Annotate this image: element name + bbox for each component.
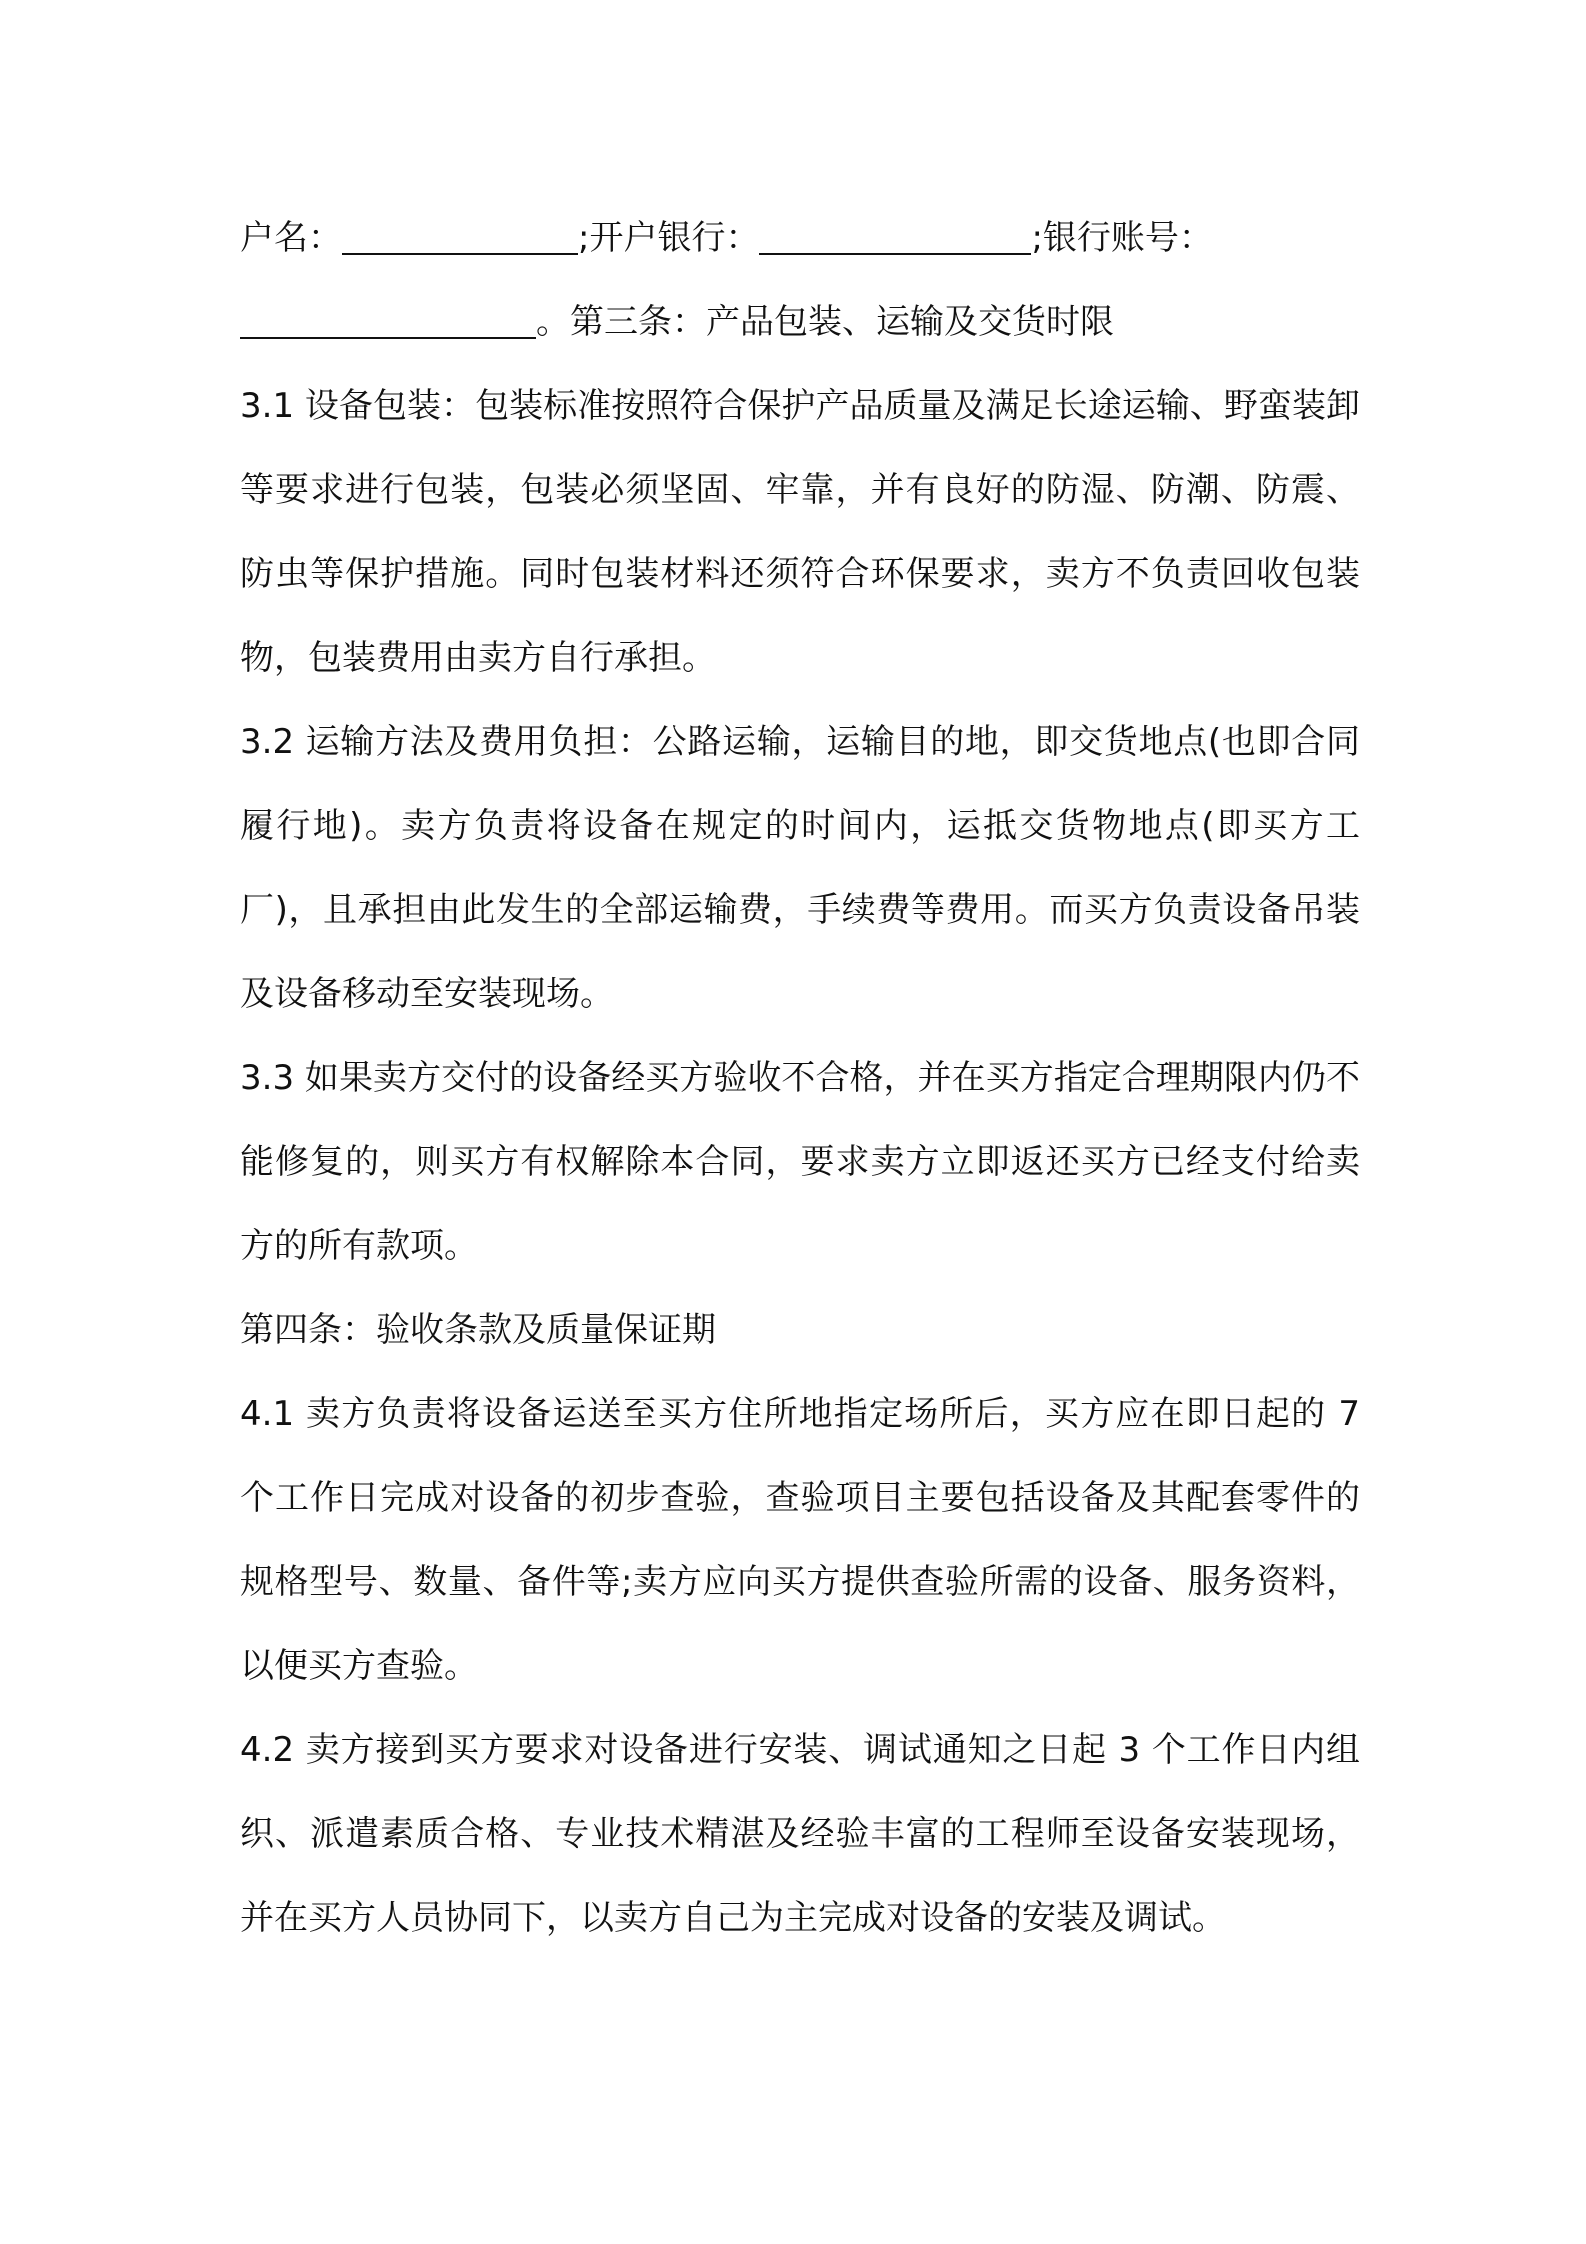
bank-label: ;开户银行： xyxy=(578,218,760,258)
account-number-label: ;银行账号： xyxy=(1031,218,1213,258)
account-name-label: 户名： xyxy=(240,218,342,258)
article-three-heading: 。第三条：产品包装、运输及交货时限 xyxy=(536,302,1114,342)
account-name-blank xyxy=(342,213,578,255)
clause-4-1: 4.1 卖方负责将设备运送至买方住所地指定场所后，买方应在即日起的 7 个工作日完成对设备的初步查验，查验项目主要包括设备及其配套零件的规格型号、数量、备件等;卖方应向买方提供查验所需的设备、服务资料，以便买方查验。 xyxy=(240,1394,1360,1686)
clause-3-2: 3.2 运输方法及费用负担：公路运输，运输目的地，即交货地点(也即合同履行地)。卖方负责将设备在规定的时间内，运抵交货物地点(即买方工厂)，且承担由此发生的全部运输费，手续费等费用。而买方负责设备吊装及设备移动至安装现场。 xyxy=(240,722,1360,1014)
article-four-heading: 第四条：验收条款及质量保证期 xyxy=(240,1310,716,1350)
clause-4-2: 4.2 卖方接到买方要求对设备进行安装、调试通知之日起 3 个工作日内组织、派遣素质合格、专业技术精湛及经验丰富的工程师至设备安装现场，并在买方人员协同下，以卖方自己为主完成对设备的安装及调试。 xyxy=(240,1730,1360,1938)
payment-info-line xyxy=(240,196,1360,364)
document-body xyxy=(240,196,1360,1960)
clause-3-1: 3.1 设备包装：包装标准按照符合保护产品质量及满足长途运输、野蛮装卸等要求进行包装，包装必须坚固、牢靠，并有良好的防湿、防潮、防震、防虫等保护措施。同时包装材料还须符合环保要求，卖方不负责回收包装物，包装费用由卖方自行承担。 xyxy=(240,386,1360,678)
account-number-blank xyxy=(240,297,536,339)
bank-blank xyxy=(759,213,1031,255)
clause-3-3: 3.3 如果卖方交付的设备经买方验收不合格，并在买方指定合理期限内仍不能修复的，则买方有权解除本合同，要求卖方立即返还买方已经支付给卖方的所有款项。 xyxy=(240,1058,1360,1266)
